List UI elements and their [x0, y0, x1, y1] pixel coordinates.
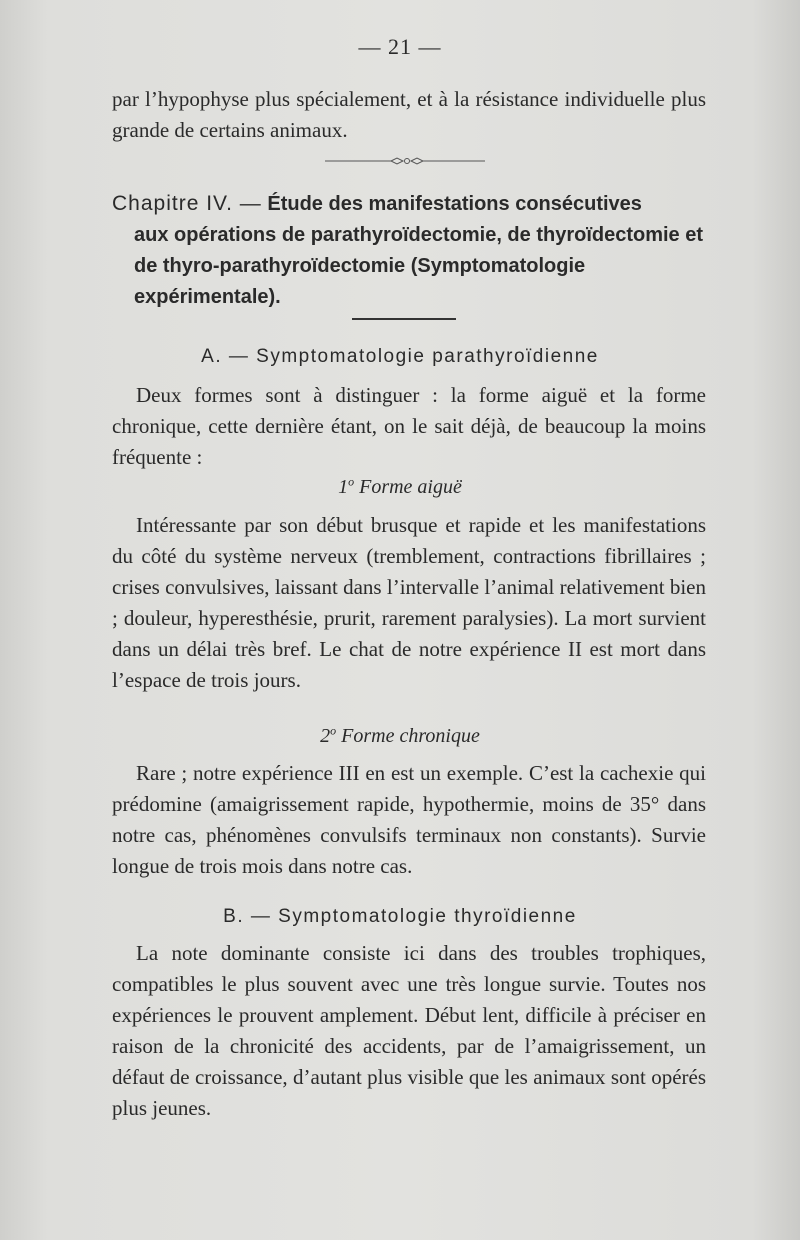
section-a-intro: Deux formes sont à distinguer : la forme aiguë et la forme chronique, cette dernière étant, on le sait déjà, de beaucoup la moins fréquente : — [112, 383, 706, 469]
form-chronic-heading: 2$^o$ Forme chronique — [320, 723, 480, 747]
page-number: — 21 — — [358, 34, 442, 59]
section-a-heading: A. — Symptomatologie parathyroïdienne — [201, 346, 599, 367]
section-b-text: La note dominante consiste ici dans des troubles trophiques, compatibles le plus souvent avec une très longue survie. Toutes nos expériences le prouvent amplement. Début lent, difficile à préciser en raison de la chronicité des accidents, par de l’amaigrissement, un défaut de croissance, d’autant plus visible que les animaux sont opérés plus jeunes. — [112, 941, 706, 1120]
form-chronic-text: Rare ; notre expérience III en est un exemple. C’est la cachexie qui prédomine (amaigrissement rapide, hypothermie, moins de 35° dans notre cas, phénomènes convulsifs terminaux non constants). Survie longue de trois mois dans notre cas. — [112, 761, 706, 878]
section-a-intro-block — [112, 380, 706, 473]
form-acute-block — [112, 510, 706, 696]
form-acute-text: Intéressante par son début brusque et rapide et les manifestations du côté du système nerveux (tremblement, contractions fibrillaires ; crises convulsives, laissant dans l’intervalle l’animal relativement bien ; douleur, hyperesthésie, prurit, rarement paralysies). La mort survient dans un délai très bref. Le chat de notre expérience II est mort dans l’espace de trois jours. — [112, 513, 706, 692]
ornament-divider — [325, 156, 485, 166]
section-rule — [352, 318, 456, 320]
form-acute-heading: 1$^o$ Forme aiguë — [338, 474, 462, 498]
section-b-heading: B. — Symptomatologie thyroïdienne — [223, 906, 577, 927]
chapter-title-rest: aux opérations de parathyroïdectomie, de thyroïdectomie et de thyro-parathyroïdectomie (Symptomatologie expérimentale). — [134, 224, 704, 308]
chapter-label: Chapitre IV. — — [112, 192, 262, 215]
intro-paragraph: par l’hypophyse plus spécialement, et à la résistance individuelle plus grande de certains animaux. — [112, 87, 706, 142]
chapter-heading — [112, 188, 706, 313]
intro-paragraph-block — [112, 84, 706, 146]
form-chronic-block — [112, 758, 706, 882]
section-b-block — [112, 938, 706, 1124]
chapter-title-line1: Étude des manifestations consécutives — [267, 193, 642, 215]
